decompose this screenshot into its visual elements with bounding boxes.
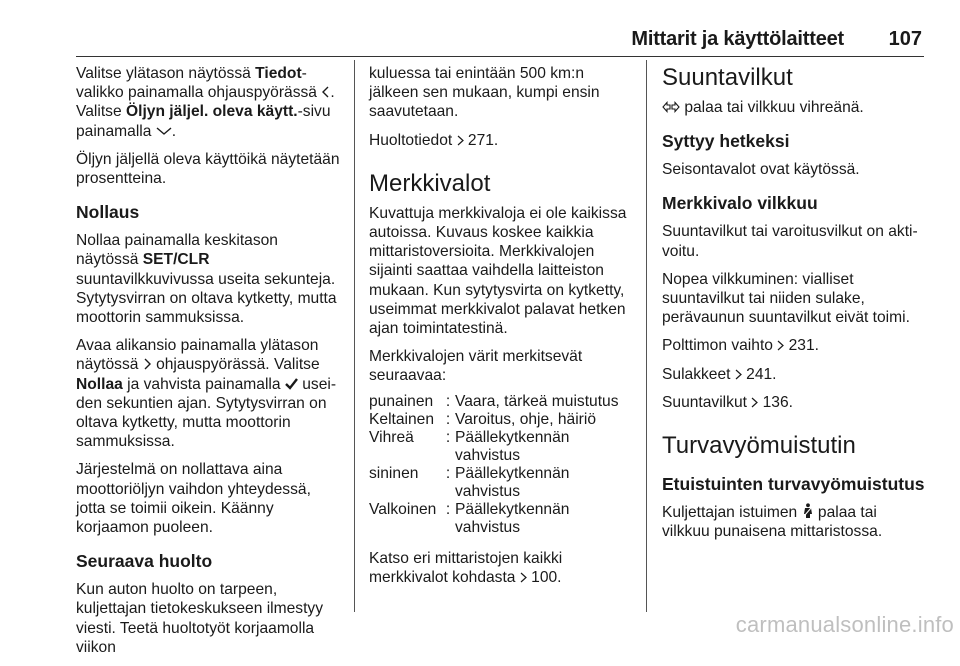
reset-heading: Nollaus (76, 202, 140, 223)
warning-lights-reference: Katso eri mittaristojen kaikki merkkivalot kohdasta 100. (369, 549, 563, 586)
oil-life-paragraph: Öljyn jäljellä oleva käyttöikä näytetään prosentteina. (76, 150, 340, 188)
service-continuation: kuluessa tai enintään 500 km:n jälkeen sen mukaan, kumpi ensin saavutetaan. (369, 65, 600, 121)
column-3 (662, 64, 928, 550)
page-number: 107 (888, 28, 922, 50)
turn-signals-reference: Suuntavilkut 136. (662, 393, 793, 411)
reference-arrow-icon (520, 572, 527, 583)
table-row: sininen : Päällekytkennän vahvistus (369, 465, 637, 501)
chevron-down-icon (156, 126, 172, 136)
column-1 (76, 64, 344, 666)
turn-signals-paragraph: palaa tai vilkkuu vihreänä. (662, 98, 928, 117)
turn-signals-heading: Suuntavilkut (662, 64, 793, 91)
reset-paragraph-2: Avaa alikansio painamalla ylätason näytössä ohjauspyörässä. Valitse Nollaa ja vahvista painamalla usei-den sekuntien ajan. Sytytysvirran on oltava kytketty, mutta moottorin sammuksissa. (76, 337, 337, 451)
chevron-right-icon (143, 358, 152, 370)
color-name: punainen (369, 392, 434, 410)
column-divider (646, 60, 647, 612)
color-meaning: Varoitus, ohje, häiriö (455, 410, 596, 428)
color-meaning-table (369, 393, 637, 537)
turn-signal-arrows-icon (662, 101, 680, 113)
lights-briefly-heading: Syttyy hetkeksi (662, 131, 790, 152)
warning-lights-heading: Merkkivalot (369, 169, 491, 197)
column-2 (369, 64, 635, 596)
reference-arrow-icon (735, 369, 742, 380)
color-name: sininen (369, 464, 419, 482)
color-meaning: Päällekytkennän vahvistus (455, 500, 570, 536)
next-service-paragraph: Kun auton huolto on tarpeen, kuljettajan tietokeskukseen ilmestyy viesti. Teetä huoltotyöt korjaamolla viikon (76, 581, 324, 656)
lights-briefly-text: Seisontavalot ovat käytössä. (662, 161, 860, 179)
reference-arrow-icon (457, 135, 464, 146)
rapid-flashing-text: Nopea vilkkuminen: vialliset suuntavilkut tai niiden sulake, perävaunun suuntavilkut eivät toimi. (662, 270, 910, 327)
color-meaning: Vaara, tärkeä muistutus (455, 392, 619, 410)
color-meaning: Päällekytkennän vahvistus (455, 464, 570, 500)
reset-paragraph-1: Nollaa painamalla keskitason näytössä SET/CLR suuntavilkkuvivussa useita sekunteja. Sytytysvirran on oltava kytketty, mutta moottorin sammuksissa. (76, 232, 337, 327)
table-row: Vihreä : Päällekytkennän vahvistus (369, 429, 637, 465)
warning-lights-paragraph-2: Merkkivalojen värit merkitsevät seuraavaa: (369, 348, 583, 385)
intro-paragraph: Valitse ylätason näytössä Tiedot-valikko painamalla ohjauspyörässä . Valitse Öljyn jäljel. oleva käytt.-sivu painamalla . (76, 65, 335, 140)
warning-lights-paragraph-1: Kuvattuja merkkivaloja ei ole kaikissa autoissa. Kuvaus koskee kaikkia mittaristoversioita. Merkkivalojen sijainti saattaa vaihdella laitteiston mukaan. Kun sytytysvirta on kytketty, useimmat merkkivalot palavat hetken ajan toimintatestinä. (369, 204, 627, 338)
table-row: punainen : Vaara, tärkeä muistutus (369, 393, 637, 411)
service-info-reference: Huoltotiedot 271. (369, 131, 499, 149)
next-service-heading: Seuraava huolto (76, 551, 213, 572)
seatbelt-reminder-paragraph: Kuljettajan istuimen palaa tai vilkkuu punaisena mittaristossa. (662, 504, 883, 541)
page-header (76, 28, 924, 57)
indicator-flashes-text: Suuntavilkut tai varoitusvilkut on akti-voitu. (662, 223, 918, 260)
color-name: Valkoinen (369, 500, 437, 518)
chevron-left-icon (321, 86, 330, 98)
reset-paragraph-3: Järjestelmä on nollattava aina moottoriöljyn vaihdon yhteydessä, jotta se toimii oikein. Käänny korjaamon puoleen. (76, 461, 311, 537)
seatbelt-icon (802, 503, 814, 519)
fuses-reference: Sulakkeet 241. (662, 365, 777, 383)
watermark: carmanualsonline.info (735, 612, 954, 637)
front-seatbelt-reminder-heading: Etuistuinten turvavyömuistutus (662, 474, 925, 495)
color-meaning: Päällekytkennän vahvistus (455, 428, 570, 464)
table-row: Keltainen : Varoitus, ohje, häiriö (369, 411, 637, 429)
chapter-title: Mittarit ja käyttölaitteet (631, 28, 844, 50)
color-name: Keltainen (369, 410, 435, 428)
bulb-replacement-reference: Polttimon vaihto 231. (662, 337, 819, 355)
seatbelt-reminder-heading: Turvavyömuistutin (662, 432, 856, 460)
indicator-flashes-heading: Merkkivalo vilkkuu (662, 193, 818, 214)
table-row: Valkoinen : Päällekytkennän vahvistus (369, 501, 637, 537)
column-divider (354, 60, 355, 612)
checkmark-icon (285, 378, 298, 390)
color-name: Vihreä (369, 428, 414, 446)
